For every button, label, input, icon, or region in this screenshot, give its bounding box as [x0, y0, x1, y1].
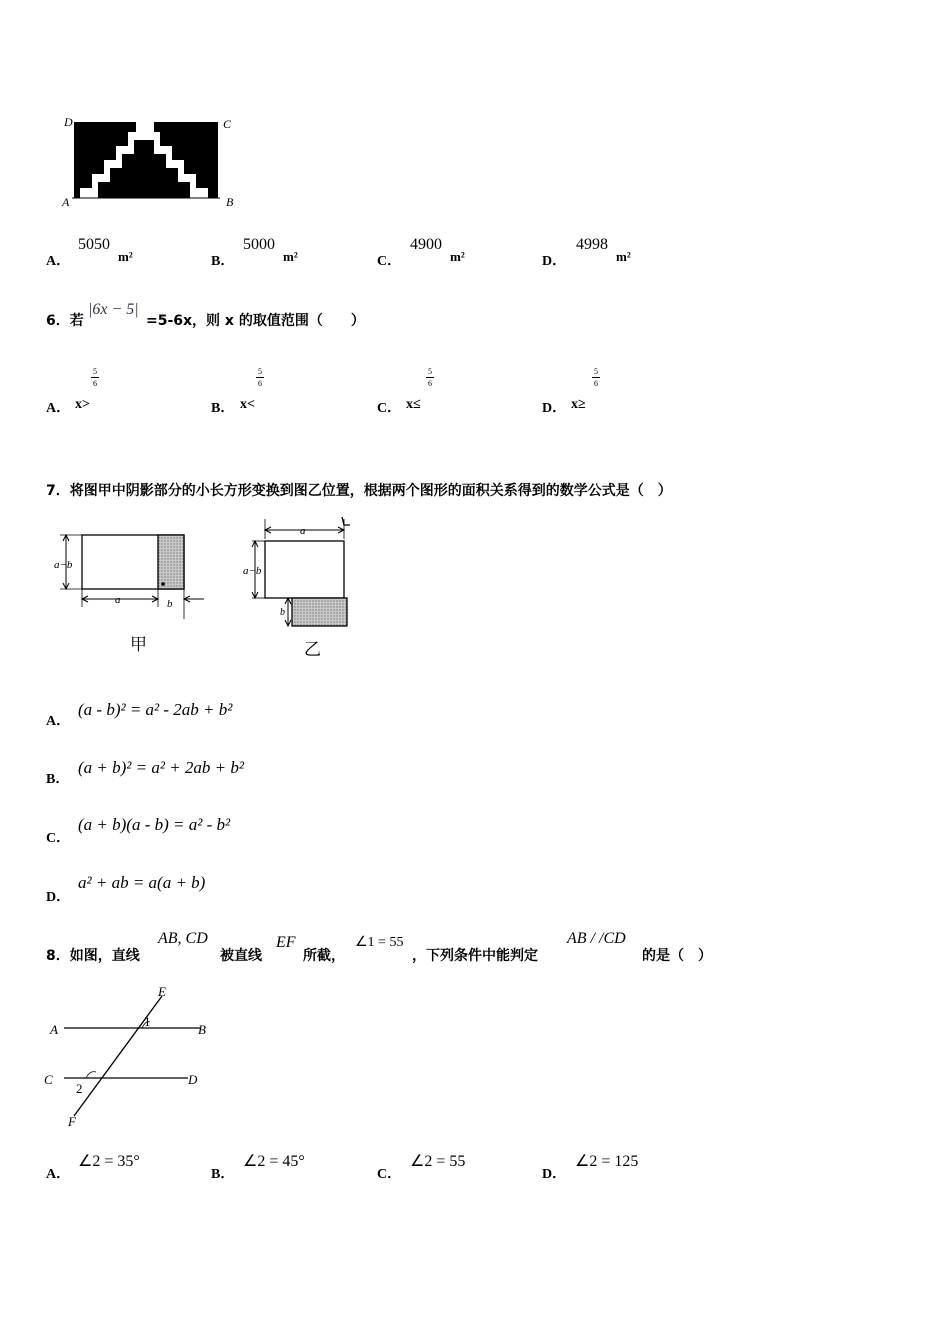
q5-option-b-value: 5000 [243, 236, 275, 253]
q8-math-ab-cd: AB, CD [158, 930, 208, 947]
q6-prefix: 6．若 [46, 313, 84, 329]
q8-option-a-value: ∠2 = 35° [78, 1153, 140, 1170]
q5-option-b-unit: m² [283, 249, 298, 264]
q8-option-c-value: ∠2 = 55 [410, 1153, 466, 1170]
angle-2-label: 2 [76, 1081, 83, 1096]
q7-stem: 7．将图甲中阴影部分的小长方形变换到图乙位置，根据两个图形的面积关系得到的数学公式是（ ） [46, 483, 672, 499]
q6-option-d-fraction: 5 6 [594, 367, 598, 388]
q5-option-a-letter: A． [46, 254, 71, 269]
q6-option-c-text: x≤ [406, 397, 421, 412]
jia-caption: 甲 [130, 635, 147, 654]
label-a: A [62, 195, 70, 209]
q6-option-a-text: x> [75, 397, 90, 412]
q8-option-d-value: ∠2 = 125 [575, 1153, 639, 1170]
q5-option-c-unit: m² [450, 249, 465, 264]
q6-option-a-fraction: 5 6 [93, 367, 97, 388]
q6-abs-expression: |6x − 5| [88, 301, 139, 318]
yi-a-label: a [300, 525, 306, 537]
jia-b-label: b [167, 598, 173, 610]
figure-yi [240, 513, 365, 663]
point-e-label: E [158, 984, 166, 999]
q5-option-d-unit: m² [616, 249, 631, 264]
figure-jia [50, 525, 215, 660]
parallel-lines-figure [42, 982, 220, 1130]
point-b-label: B [198, 1022, 206, 1037]
q5-option-c-letter: C． [377, 254, 402, 269]
point-f-label: F [68, 1114, 76, 1129]
yi-b-label: b [280, 607, 285, 618]
yi-side-label: a−b [243, 565, 262, 577]
q8-option-b-value: ∠2 = 45° [243, 1153, 305, 1170]
q8-option-b-letter: B． [211, 1167, 235, 1182]
q5-option-b-letter: B． [211, 254, 235, 269]
q8-part-3: 所截， [303, 948, 345, 964]
q7-option-b-formula: (a + b)² = a² + 2ab + b² [78, 758, 244, 777]
q5-option-d-value: 4998 [576, 236, 608, 253]
q7-option-c-letter: C． [46, 831, 71, 846]
point-c-label: C [44, 1072, 53, 1087]
q5-option-c-value: 4900 [410, 236, 442, 253]
q7-option-a-formula: (a - b)² = a² - 2ab + b² [78, 700, 233, 719]
q8-part-4: ，下列条件中能判定 [412, 948, 538, 964]
q6-option-d-letter: D． [542, 401, 567, 416]
q7-option-a-letter: A． [46, 714, 71, 729]
yi-caption: 乙 [304, 640, 321, 659]
q8-math-parallel: AB / /CD [567, 930, 626, 947]
q8-part-5: 的是（ ） [642, 948, 712, 964]
q7-option-c-formula: (a + b)(a - b) = a² - b² [78, 815, 231, 834]
q6-option-b-fraction: 5 6 [258, 367, 262, 388]
q8-option-a-letter: A． [46, 1167, 71, 1182]
q5-option-a-value: 5050 [78, 236, 110, 253]
q7-option-d-letter: D． [46, 890, 71, 905]
q8-part-2: 被直线 [220, 948, 262, 964]
q8-math-ef: EF [276, 934, 296, 951]
q6-option-b-letter: B． [211, 401, 235, 416]
q8-part-1: 8．如图，直线 [46, 948, 140, 964]
q6-option-d-text: x≥ [571, 397, 586, 412]
jia-side-label: a−b [54, 559, 73, 571]
label-c: C [223, 117, 232, 131]
point-a-label: A [50, 1022, 58, 1037]
q6-option-c-letter: C． [377, 401, 402, 416]
angle-1-label: 1 [144, 1014, 151, 1029]
q5-option-a-unit: m² [118, 249, 133, 264]
point-d-label: D [188, 1072, 198, 1087]
q5-option-d-letter: D． [542, 254, 567, 269]
jia-a-label: a [115, 594, 121, 606]
q6-option-c-fraction: 5 6 [428, 367, 432, 388]
label-b: B [226, 195, 234, 209]
staircase-figure [58, 112, 243, 212]
q8-option-d-letter: D． [542, 1167, 567, 1182]
q6-suffix: =5-6x，则 x 的取值范围（ ） [146, 313, 365, 329]
label-d: D [64, 115, 73, 129]
q8-math-angle1: ∠1 = 55 [355, 935, 404, 950]
q6-option-b-text: x< [240, 397, 255, 412]
q6-option-a-letter: A． [46, 401, 71, 416]
q7-option-d-formula: a² + ab = a(a + b) [78, 873, 206, 892]
q7-option-b-letter: B． [46, 772, 70, 787]
q8-option-c-letter: C． [377, 1167, 402, 1182]
